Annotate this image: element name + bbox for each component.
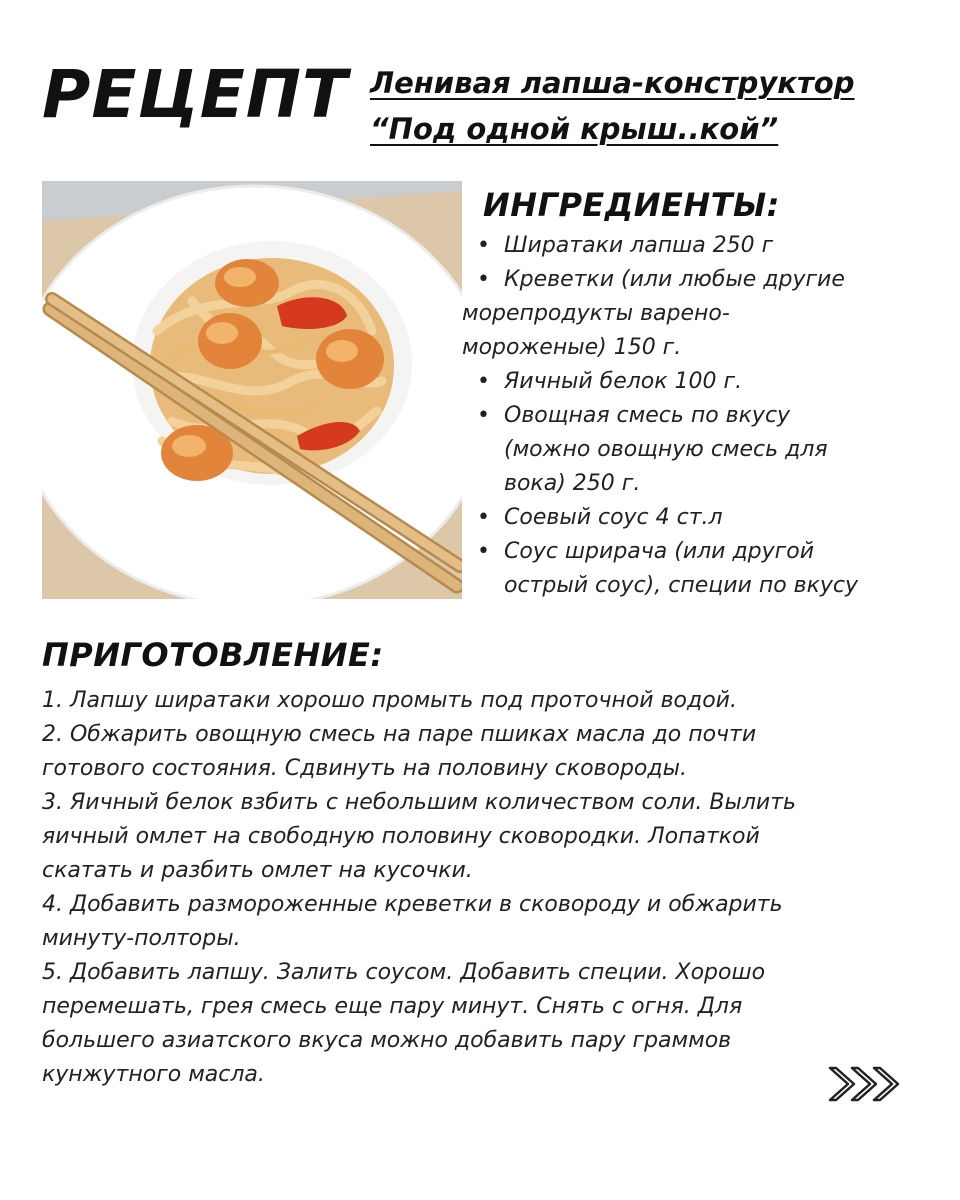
prep-line: минуту-полторы. (42, 926, 241, 951)
prep-line: яичный омлет на свободную половину сковородки. Лопаткой (42, 824, 760, 849)
page-title: РЕЦЕПТ (42, 56, 349, 133)
list-item-continuation: вока) 250 г. (504, 471, 641, 496)
dish-photo (42, 181, 462, 599)
recipe-name (370, 60, 955, 152)
preparation-steps (42, 684, 902, 1092)
recipe-name-line-1: Ленивая лапша-конструктор (370, 66, 855, 100)
ingredients-list (462, 229, 932, 603)
prep-line: 4. Добавить размороженные креветки в сковороду и обжарить (42, 892, 783, 917)
list-item: •Соус шрирача (или другой (462, 535, 932, 569)
list-item-continuation: (можно овощную смесь для (504, 437, 828, 462)
triple-chevron-right-icon[interactable] (826, 1062, 904, 1106)
list-item-continuation: морепродукты варено- (462, 301, 730, 326)
list-item-continuation: мороженые) 150 г. (462, 335, 682, 360)
list-item: •Яичный белок 100 г. (462, 365, 932, 399)
list-item: •Овощная смесь по вкусу (462, 399, 932, 433)
prep-line: 3. Яичный белок взбить с небольшим количеством соли. Вылить (42, 790, 796, 815)
ingredients-heading: ИНГРЕДИЕНТЫ: (483, 186, 780, 224)
prep-line: 1. Лапшу ширатаки хорошо промыть под проточной водой. (42, 688, 737, 713)
list-item: •Ширатаки лапша 250 г (462, 229, 932, 263)
list-item: •Креветки (или любые другие (462, 263, 932, 297)
prep-line: готового состояния. Сдвинуть на половину сковороды. (42, 756, 687, 781)
list-item-continuation: острый соус), специи по вкусу (504, 573, 859, 598)
prep-line: 5. Добавить лапшу. Залить соусом. Добавить специи. Хорошо (42, 960, 766, 985)
list-item: •Соевый соус 4 ст.л (462, 501, 932, 535)
prep-line: большего азиатского вкуса можно добавить пару граммов (42, 1028, 732, 1053)
prep-line: скатать и разбить омлет на кусочки. (42, 858, 473, 883)
preparation-heading: ПРИГОТОВЛЕНИЕ: (42, 636, 384, 674)
prep-line: перемешать, грея смесь еще пару минут. Снять с огня. Для (42, 994, 743, 1019)
prep-line: 2. Обжарить овощную смесь на паре пшиках масла до почти (42, 722, 757, 747)
prep-line: кунжутного масла. (42, 1062, 265, 1087)
recipe-name-line-2: “Под одной крыш..кой” (370, 112, 779, 146)
